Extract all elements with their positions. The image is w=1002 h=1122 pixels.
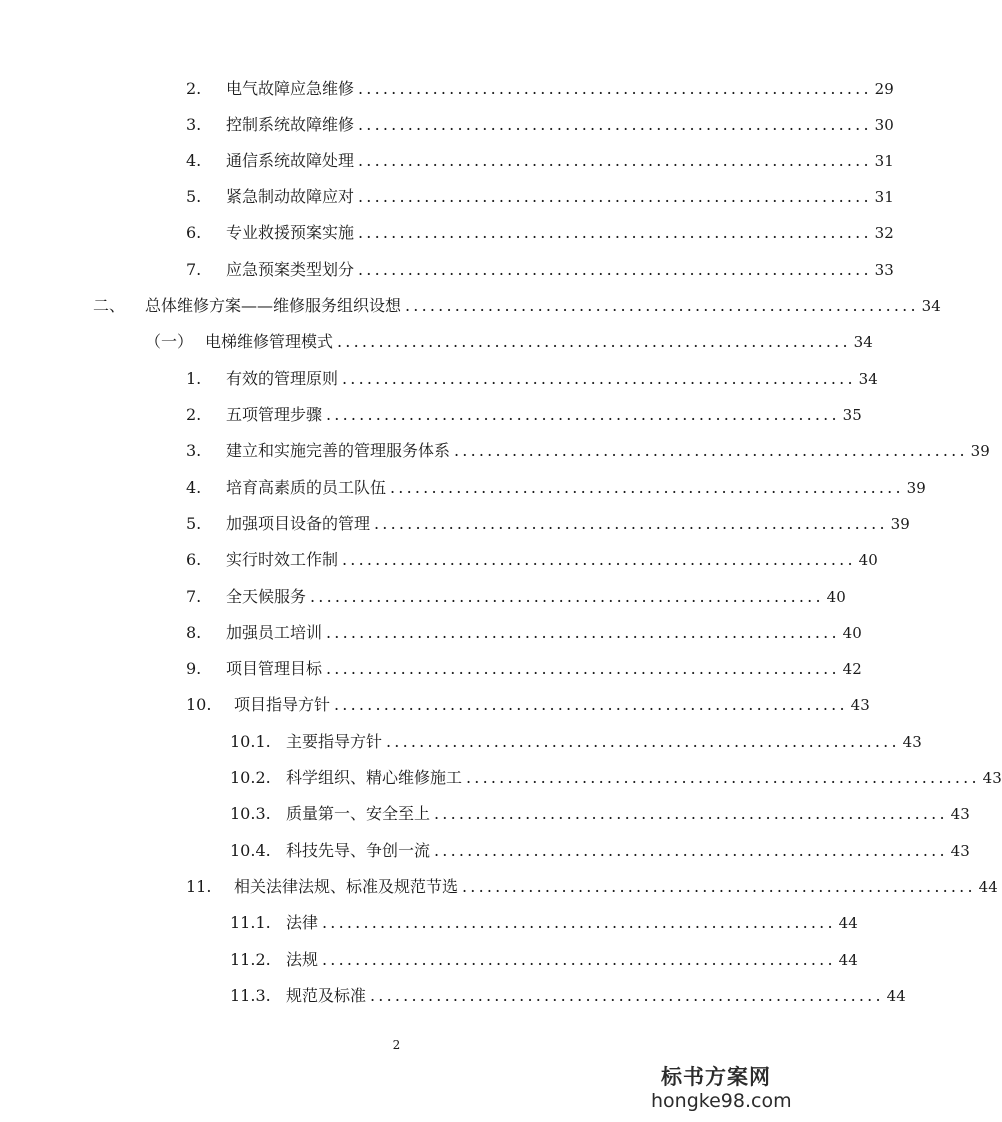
toc-leader-dots: ..............................................................: [405, 296, 919, 315]
toc-entry-page: 34: [858, 370, 878, 388]
toc-entry: [186, 258, 894, 282]
toc-entry-number: 7.: [186, 587, 202, 606]
toc-entry: [186, 221, 894, 245]
toc-entry: [186, 621, 862, 645]
toc-entry-title: 控制系统故障维修: [226, 115, 355, 134]
toc-entry-number: 11.1.: [230, 913, 271, 932]
watermark-logo: [651, 1064, 792, 1112]
toc-entry-number: 6.: [186, 223, 202, 242]
toc-leader-dots: ..............................................................: [370, 986, 884, 1005]
toc-entry-number: 10.2.: [230, 768, 271, 787]
toc-leader-dots: ..............................................................: [358, 260, 872, 279]
toc-leader-dots: ..............................................................: [334, 695, 848, 714]
toc-entry: [186, 512, 910, 536]
toc-entry-page: 44: [838, 951, 858, 969]
toc-entry: [186, 403, 862, 427]
toc-entry-subitem: [230, 984, 906, 1008]
toc-entry-number: 10.4.: [230, 841, 271, 860]
toc-leader-dots: ..............................................................: [462, 877, 976, 896]
toc-entry-subitem: [230, 802, 970, 826]
toc-entry-title: 主要指导方针: [286, 732, 383, 751]
toc-leader-dots: ..............................................................: [322, 913, 836, 932]
toc-entry-number: （一）: [145, 332, 194, 351]
toc-leader-dots: ..............................................................: [358, 187, 872, 206]
toc-entry-title: 实行时效工作制: [226, 550, 339, 569]
toc-entry-title: 专业救援预案实施: [226, 223, 355, 242]
toc-entry-number: 10.: [186, 695, 212, 714]
toc-entry-number: 二、: [93, 296, 126, 315]
toc-entry: [186, 439, 990, 463]
toc-leader-dots: ..............................................................: [322, 950, 836, 969]
toc-entry-number: 4.: [186, 151, 202, 170]
toc-entry: [186, 185, 894, 209]
toc-leader-dots: ..............................................................: [454, 441, 968, 460]
watermark-en: hongke98.com: [651, 1090, 792, 1112]
toc-entry-page: 39: [970, 442, 990, 460]
toc-entry-page: 40: [858, 551, 878, 569]
toc-entry-number: 3.: [186, 441, 202, 460]
toc-leader-dots: ..............................................................: [342, 369, 856, 388]
toc-entry: [186, 548, 878, 572]
toc-entry-number: 2.: [186, 79, 202, 98]
toc-entry-title: 科技先导、争创一流: [286, 841, 431, 860]
toc-entry-subitem: [230, 730, 922, 754]
toc-entry-title: 质量第一、安全至上: [286, 804, 431, 823]
toc-entry-title: 总体维修方案——维修服务组织设想: [145, 296, 402, 315]
toc-entry-title: 法规: [286, 950, 319, 969]
toc-leader-dots: ..............................................................: [310, 587, 824, 606]
toc-leader-dots: ..............................................................: [326, 405, 840, 424]
toc-entry-title: 加强员工培训: [226, 623, 323, 642]
toc-entry: [186, 113, 894, 137]
toc-entry-page: 43: [950, 805, 970, 823]
toc-entry-number: 9.: [186, 659, 202, 678]
toc-entry: [186, 367, 878, 391]
toc-entry: [186, 657, 862, 681]
toc-entry-page: 44: [838, 914, 858, 932]
toc-entry-page: 43: [850, 696, 870, 714]
toc-leader-dots: ..............................................................: [358, 151, 872, 170]
toc-entry-subitem: [230, 766, 1002, 790]
toc-leader-dots: ..............................................................: [434, 804, 948, 823]
toc-entry-title: 项目管理目标: [226, 659, 323, 678]
toc-entry-page: 43: [982, 769, 1002, 787]
toc-entry-page: 44: [978, 878, 998, 896]
toc-entry-number: 5.: [186, 187, 202, 206]
toc-entry-title: 电气故障应急维修: [226, 79, 355, 98]
toc-entry-number: 2.: [186, 405, 202, 424]
toc-entry-title: 项目指导方针: [234, 695, 331, 714]
toc-leader-dots: ..............................................................: [326, 659, 840, 678]
toc-entry-title: 培育高素质的员工队伍: [226, 478, 387, 497]
toc-entry-title: 紧急制动故障应对: [226, 187, 355, 206]
toc-entry-title: 电梯维修管理模式: [205, 332, 334, 351]
toc-leader-dots: ..............................................................: [358, 223, 872, 242]
toc-leader-dots: ..............................................................: [358, 79, 872, 98]
toc-entry-page: 29: [874, 80, 894, 98]
toc-entry-page: 30: [874, 116, 894, 134]
toc-leader-dots: ..............................................................: [466, 768, 980, 787]
toc-entry-title: 科学组织、精心维修施工: [286, 768, 463, 787]
toc-entry-page: 31: [874, 152, 894, 170]
toc-entry-page: 44: [886, 987, 906, 1005]
toc-entry: [186, 476, 926, 500]
toc-entry: [186, 77, 894, 101]
toc-leader-dots: ..............................................................: [386, 732, 900, 751]
toc-entry: [186, 149, 894, 173]
toc-entry-section: [145, 330, 873, 354]
toc-entry: [186, 693, 870, 717]
page-number: 2: [392, 1038, 401, 1052]
toc-entry-number: 11.3.: [230, 986, 271, 1005]
toc-entry-page: 42: [842, 660, 862, 678]
toc-entry-number: 10.3.: [230, 804, 271, 823]
toc-leader-dots: ..............................................................: [434, 841, 948, 860]
toc-entry-title: 加强项目设备的管理: [226, 514, 371, 533]
toc-entry-number: 10.1.: [230, 732, 271, 751]
toc-entry-title: 相关法律法规、标准及规范节选: [234, 877, 459, 896]
toc-entry-number: 1.: [186, 369, 202, 388]
toc-entry-number: 6.: [186, 550, 202, 569]
toc-entry-subitem: [230, 948, 858, 972]
toc-entry-page: 31: [874, 188, 894, 206]
toc-entry-page: 33: [874, 261, 894, 279]
toc-entry-page: 34: [853, 333, 873, 351]
toc-entry-page: 35: [842, 406, 862, 424]
toc-entry-number: 5.: [186, 514, 202, 533]
toc-leader-dots: ..............................................................: [326, 623, 840, 642]
toc-entry-page: 40: [826, 588, 846, 606]
watermark-cn: 标书方案网: [661, 1064, 771, 1089]
toc-entry-page: 39: [906, 479, 926, 497]
toc-entry-number: 3.: [186, 115, 202, 134]
toc-entry-page: 39: [890, 515, 910, 533]
toc-leader-dots: ..............................................................: [358, 115, 872, 134]
toc-entry-title: 建立和实施完善的管理服务体系: [226, 441, 451, 460]
toc-entry-title: 全天候服务: [226, 587, 307, 606]
toc-entry-number: 8.: [186, 623, 202, 642]
toc-entry-title: 有效的管理原则: [226, 369, 339, 388]
toc-entry: [186, 875, 998, 899]
toc-entry-title: 通信系统故障处理: [226, 151, 355, 170]
toc-entry-number: 11.: [186, 877, 212, 896]
toc-entry-number: 11.2.: [230, 950, 271, 969]
toc-entry-number: 7.: [186, 260, 202, 279]
toc-leader-dots: ..............................................................: [337, 332, 851, 351]
toc-entry-page: 43: [950, 842, 970, 860]
toc-entry-title: 应急预案类型划分: [226, 260, 355, 279]
toc-entry-page: 34: [921, 297, 941, 315]
toc-entry-page: 43: [902, 733, 922, 751]
toc-leader-dots: ..............................................................: [342, 550, 856, 569]
toc-entry-title: 规范及标准: [286, 986, 367, 1005]
toc-entry-page: 32: [874, 224, 894, 242]
toc-entry: [186, 585, 846, 609]
toc-entry-page: 40: [842, 624, 862, 642]
toc-leader-dots: ..............................................................: [390, 478, 904, 497]
toc-entry-title: 法律: [286, 913, 319, 932]
toc-entry-number: 4.: [186, 478, 202, 497]
toc-entry-subitem: [230, 839, 970, 863]
toc-leader-dots: ..............................................................: [374, 514, 888, 533]
toc-entry-chapter: [93, 294, 941, 318]
toc-entry-title: 五项管理步骤: [226, 405, 323, 424]
toc-entry-subitem: [230, 911, 858, 935]
